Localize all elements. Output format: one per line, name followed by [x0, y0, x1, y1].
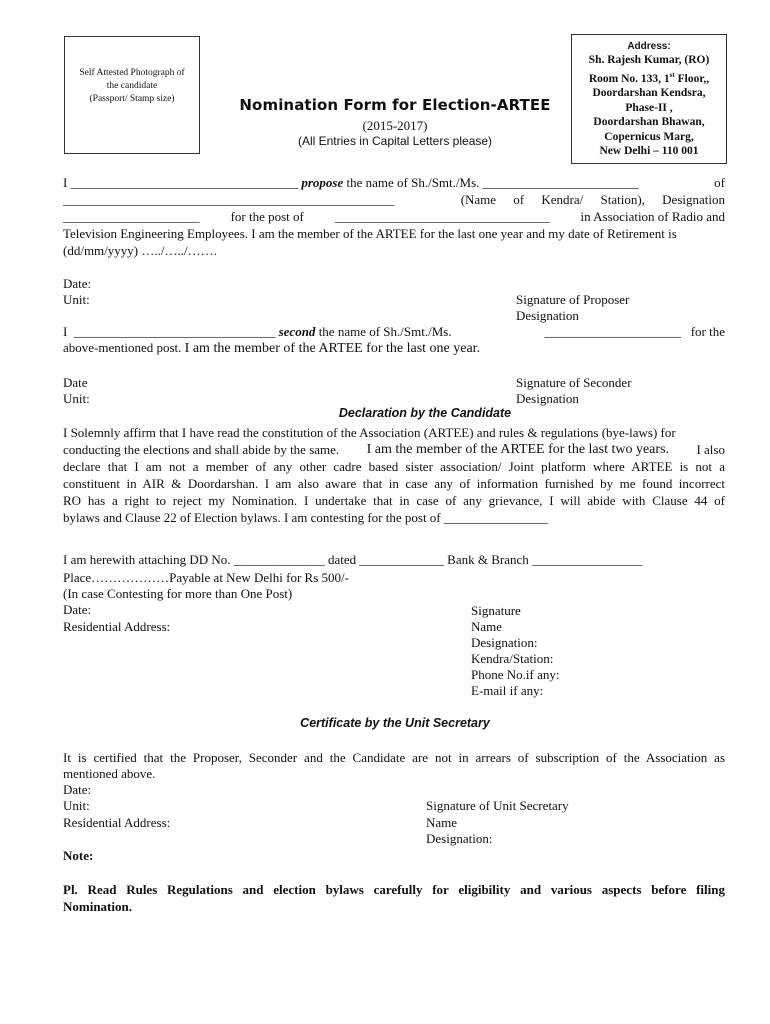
post-field[interactable]: _________________________________: [334, 209, 550, 224]
address-label: Address:: [627, 41, 671, 52]
declaration-text: I Solemnly affirm that I have read the constitution of the Association (ARTEE) and rules & regulations (bye-laws) for conducting the elections and shall abide by the same. I am the member of the ARTEE for the last two years. I also declare that I am not a member of any other cadre based sister association/ Joint platform where ARTEE is not a constituent in AIR & Doordarshan. I am also aware that in case any of information furnished by me found incorrect RO has a right to reject my Nomination. I undertake that in case of any grievance, I will abide with Clause 44 of bylaws and Clause 22 of Election bylaws. I am contesting for the post of ________________: [63, 425, 725, 525]
proposer-unit-label: Unit:: [63, 292, 90, 307]
nominee-name-field[interactable]: ________________________: [482, 175, 639, 190]
certificate-date-label: Date:: [63, 782, 92, 797]
contesting-note: (In case Contesting for more than One Post): [63, 586, 293, 601]
photo-line: Self Attested Photograph of: [79, 68, 185, 78]
capitals-note: (All Entries in Capital Letters please): [297, 134, 493, 148]
candidate-phone-label: Phone No.if any:: [471, 667, 560, 682]
address-room: Room No. 133, 1st Floor,,: [588, 70, 710, 85]
candidate-designation-label: Designation:: [471, 635, 538, 650]
proposer-date-label: Date:: [63, 276, 92, 291]
second-line-1: I _______________________________ second the name of Sh./Smt./Ms. _____________________ for the: [63, 324, 725, 339]
photo-line: the candidate: [106, 81, 158, 91]
address-line: Doordarshan Kendsra,: [592, 87, 706, 100]
candidate-name-label: Name: [471, 619, 503, 634]
address-line: Copernicus Marg,: [604, 130, 694, 143]
candidate-date-label: Date:: [63, 602, 92, 617]
photo-instructions: [65, 67, 199, 106]
second-nominee-field[interactable]: _____________________: [544, 324, 681, 339]
certificate-address-label: Residential Address:: [63, 815, 171, 830]
place-line[interactable]: Place………………Payable at New Delhi for Rs 500/-: [63, 570, 349, 585]
proposer-name-field[interactable]: ___________________________________: [70, 175, 299, 190]
seconder-signature-label: Signature of Seconder: [516, 375, 632, 390]
proposer-designation-label: Designation: [516, 308, 579, 323]
certificate-text: It is certified that the Proposer, Seconder and the Candidate are not in arrears of subscription of the Association as mentioned above.: [63, 750, 725, 781]
designation-field[interactable]: _____________________: [63, 209, 200, 224]
seconder-unit-label: Unit:: [63, 391, 90, 406]
seconder-date-label: Date: [63, 375, 88, 390]
proposal-line-2: ___________________________________________________ (Name of Kendra/ Station), Designation: [63, 192, 725, 207]
address-line: New Delhi – 110 001: [599, 145, 699, 158]
address-line: Doordarshan Bhawan,: [593, 116, 705, 129]
secretary-designation-label: Designation:: [426, 831, 493, 846]
certificate-unit-label: Unit:: [63, 798, 90, 813]
candidate-kendra-label: Kendra/Station:: [471, 651, 554, 666]
secretary-name-label: Name: [426, 815, 458, 830]
declaration-heading: Declaration by the Candidate: [338, 406, 512, 420]
proposer-signature-label: Signature of Proposer: [516, 292, 630, 307]
photo-placeholder-box: [64, 36, 200, 154]
address-line: Phase-II ,: [625, 101, 673, 114]
retirement-date-field[interactable]: (dd/mm/yyyy) …../…../…….: [63, 243, 217, 258]
note-text: Pl. Read Rules Regulations and election bylaws carefully for eligibility and various aspects before filing Nomination.: [63, 882, 725, 914]
proposal-line-3: _____________________ for the post of _________________________________ in Association of Radio and: [63, 209, 725, 224]
contesting-post-field[interactable]: bylaws and Clause 22 of Election bylaws. I am contesting for the post of ________________: [63, 510, 548, 525]
candidate-email-label: E-mail if any:: [471, 683, 544, 698]
form-title: Nomination Form for Election-ARTEE: [239, 96, 551, 114]
note-label: Note:: [63, 848, 94, 863]
kendra-station-field[interactable]: ___________________________________________________: [63, 192, 395, 207]
proposal-line-4: Television Engineering Employees. I am the member of the ARTEE for the last one year and my date of Retirement is: [63, 226, 677, 241]
seconder-name-field[interactable]: _______________________________: [73, 324, 276, 339]
second-line-2: above-mentioned post. I am the member of the ARTEE for the last one year.: [63, 340, 481, 356]
seconder-designation-label: Designation: [516, 391, 579, 406]
secretary-signature-label: Signature of Unit Secretary: [426, 798, 569, 813]
dd-line[interactable]: I am herewith attaching DD No. ______________ dated _____________ Bank & Branch _________________: [63, 552, 643, 567]
certificate-heading: Certificate by the Unit Secretary: [300, 716, 490, 730]
candidate-address-label: Residential Address:: [63, 619, 171, 634]
address-name: Sh. Rajesh Kumar, (RO): [588, 54, 710, 66]
address-box: [571, 34, 727, 164]
proposal-line-1: I ___________________________________ propose the name of Sh./Smt./Ms. ________________________ of: [63, 175, 725, 190]
photo-line: (Passport/ Stamp size): [89, 94, 175, 104]
candidate-signature-label: Signature: [471, 603, 521, 618]
form-years: (2015-2017): [362, 118, 428, 133]
